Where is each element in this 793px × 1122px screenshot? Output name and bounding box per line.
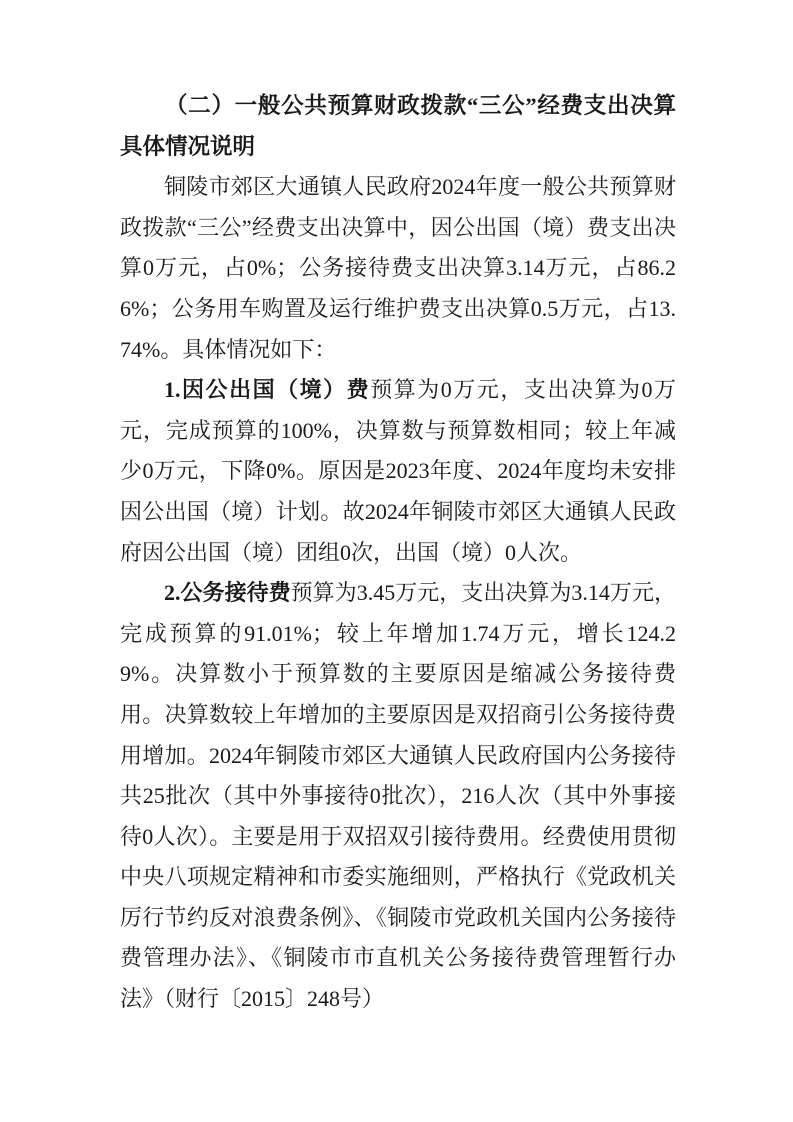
item-2-text: 预算为3.45万元，支出决算为3.14万元，完成预算的91.01%；较上年增加1.74万元，增长124.29%。决算数小于预算数的主要原因是缩减公务接待费用。决算数较上年增加的主要原因是双招商引公务接待费用增加。2024年铜陵市郊区大通镇人民政府国内公务接待共25批次（其中外事接待0批次），216人次（其中外事接待0人次）。主要是用于双招双引接待费用。经费使用贯彻中央八项规定精神和市委实施细则，严格执行《党政机关厉行节约反对浪费条例》、《铜陵市党政机关国内公务接待费管理办法》、《铜陵市市直机关公务接待费管理暂行办法》（财行〔2015〕248号） [120,580,676,1012]
item-1-lead: 1.因公出国（境）费 [164,377,371,403]
intro-paragraph: 铜陵市郊区大通镇人民政府2024年度一般公共预算财政拨款“三公”经费支出决算中，因公出国（境）费支出决算0万元，占0%；公务接待费支出决算3.14万元，占86.26%；公务用车购置及运行维护费支出决算0.5万元，占13.74%。具体情况如下： [120,174,676,362]
item-1-text: 预算为0万元，支出决算为0万元，完成预算的100%，决算数与预算数相同；较上年减少0万元，下降0%。原因是2023年度、2024年度均未安排因公出国（境）计划。故2024年铜陵市郊区大通镇人民政府因公出国（境）团组0次，出国（境）0人次。 [120,377,676,565]
item-2-paragraph [120,573,676,1020]
item-2-lead: 2.公务接待费 [164,580,291,606]
item-1-paragraph [120,370,676,573]
section-heading: （二）一般公共预算财政拨款“三公”经费支出决算具体情况说明 [120,93,676,159]
document-content [120,86,676,1020]
